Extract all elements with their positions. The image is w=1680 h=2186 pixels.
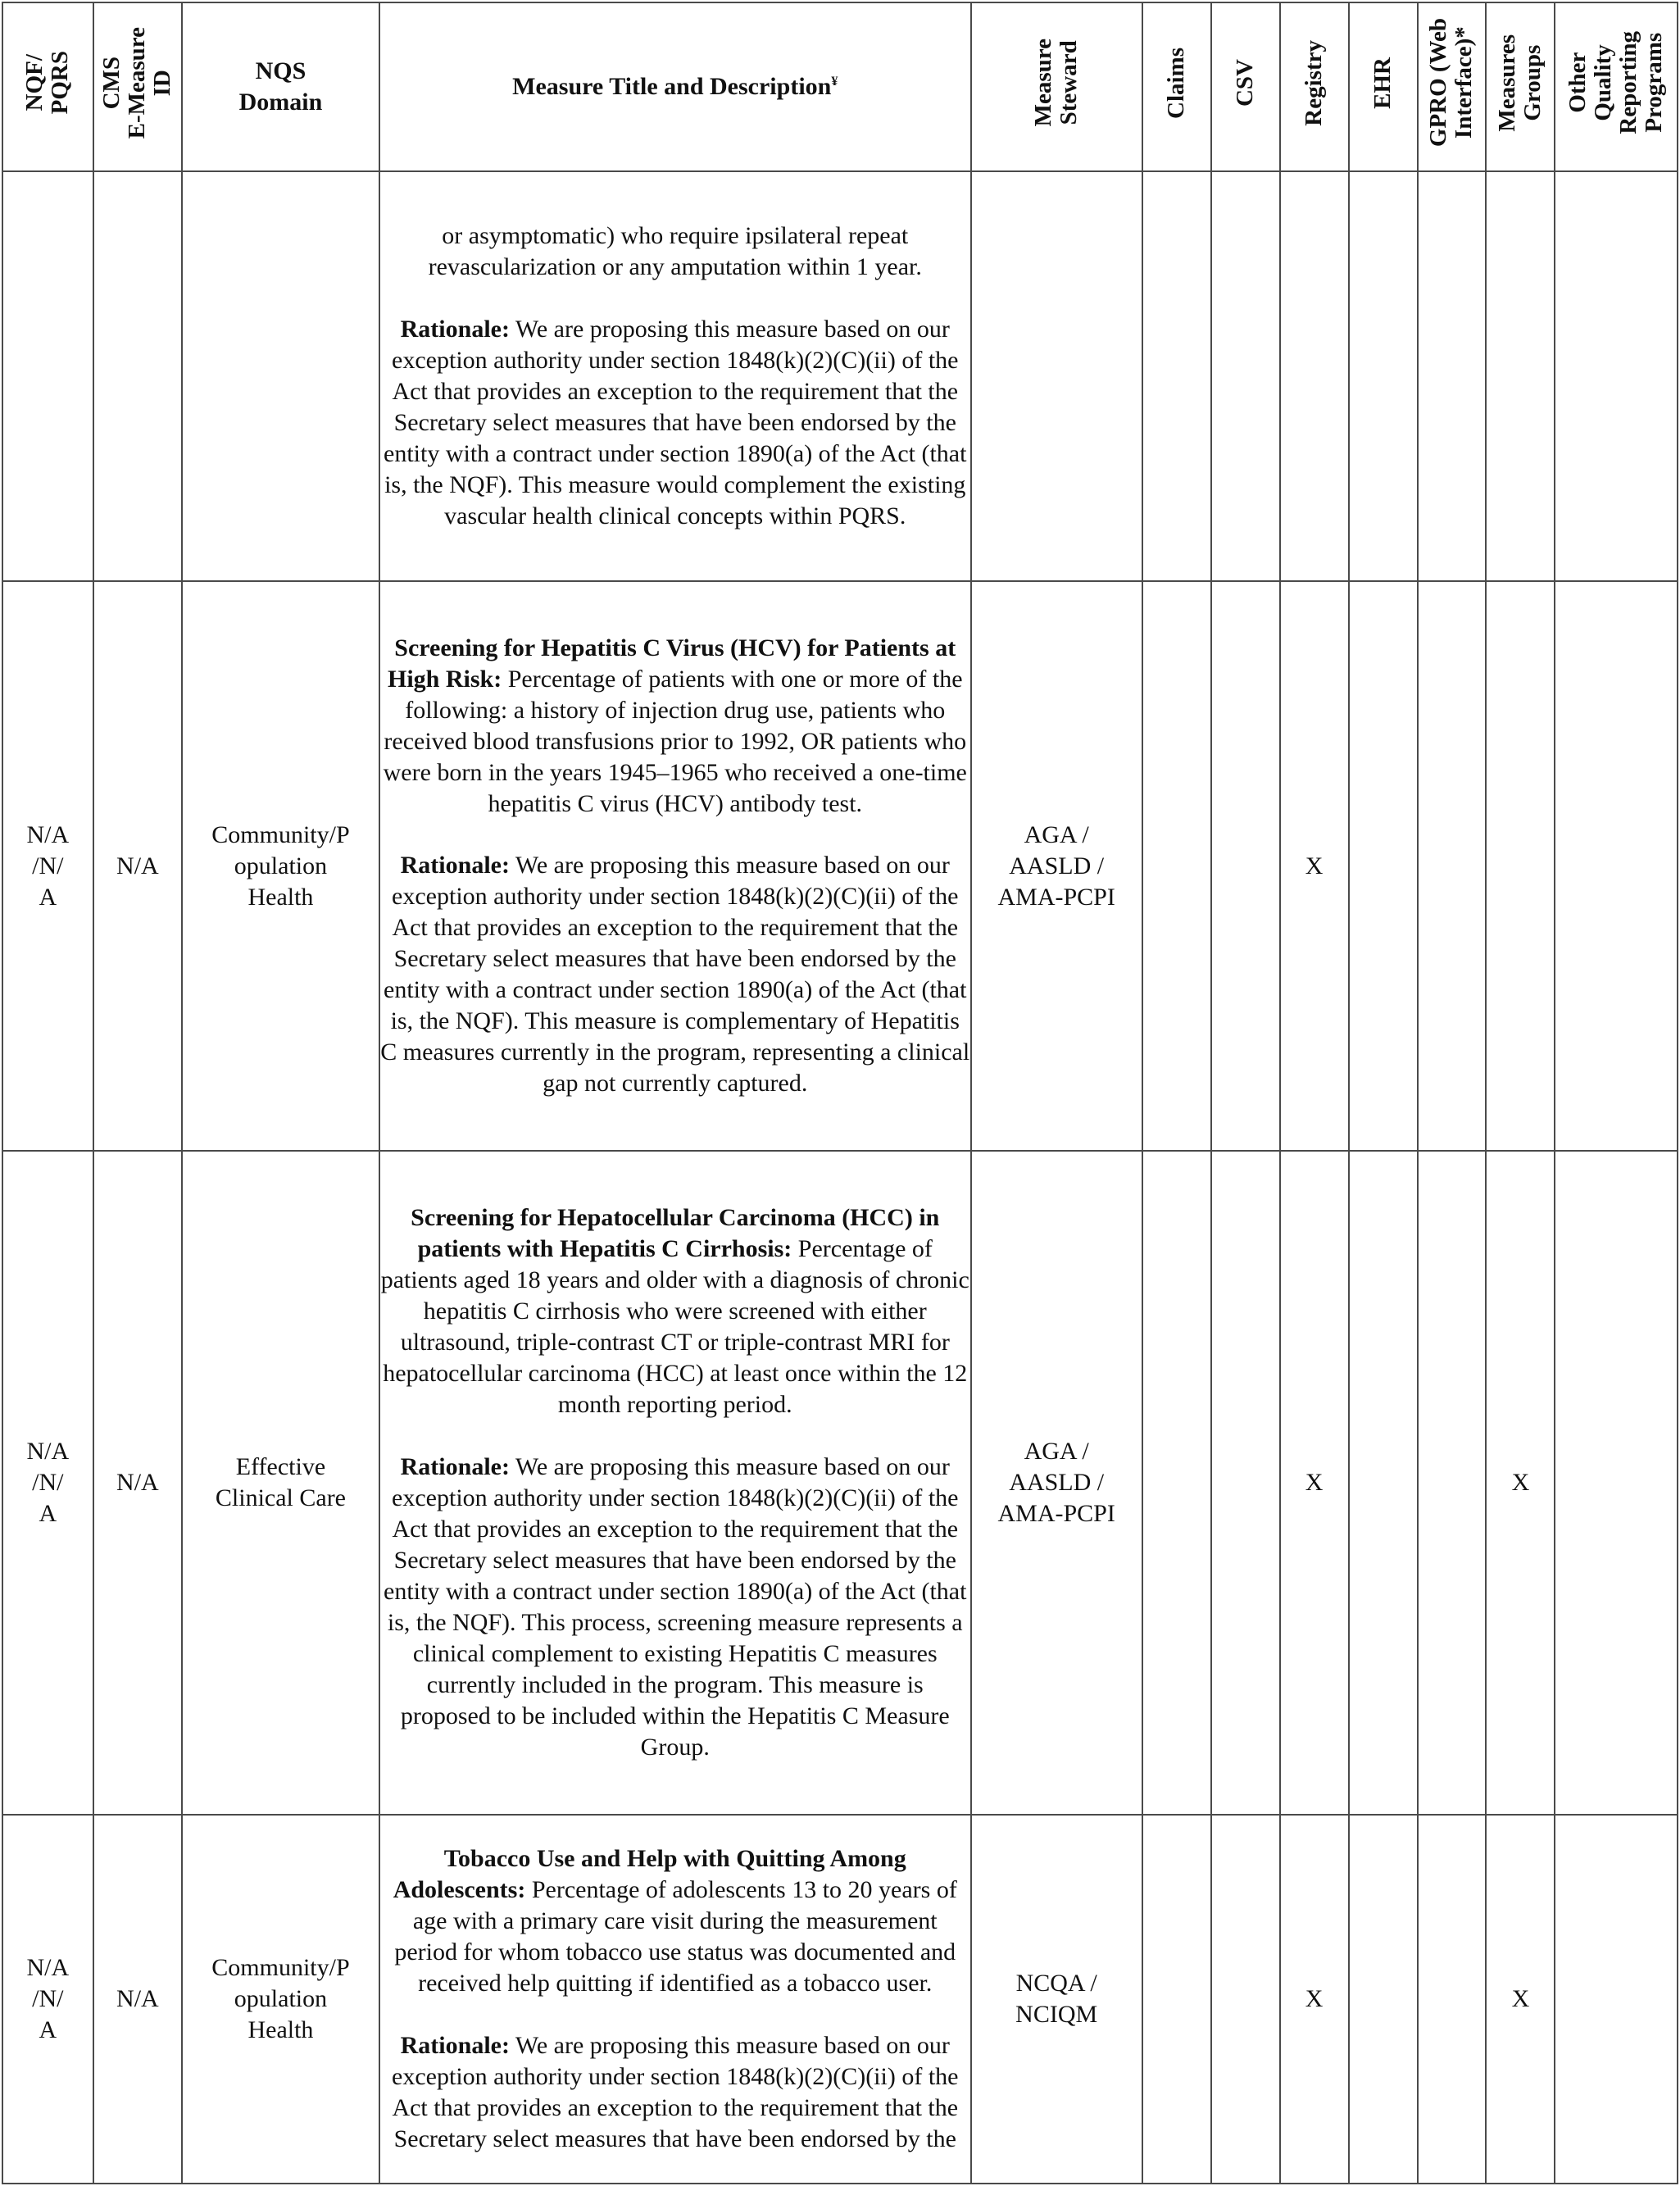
cell-ehr [1349,171,1418,581]
cell-nqf-pqrs: N/A /N/ A [2,1815,93,2184]
cell-ehr [1349,1151,1418,1815]
cell-measures-groups [1486,581,1555,1151]
cell-cms-id [93,171,183,581]
table-row [2,1815,1678,2184]
cell-other-programs [1555,171,1678,581]
cell-registry [1280,171,1349,581]
col-header-nqf-pqrs: NQF/ PQRS [2,2,93,171]
cell-other-programs [1555,581,1678,1151]
cell-registry: X [1280,581,1349,1151]
cell-description [379,1151,971,1815]
col-header-csv: CSV [1211,2,1280,171]
measure-rationale: Rationale: We are proposing this measure based on our exception authority under section 1848(k)(2)(C)(ii) of the Act that provides an exception to the requirement that the Secretary select measures that have been endorsed by the entity with a contract under section 1890(a) of the Act (that is, the NQF). This process, screening measure represents a clinical complement to existing Hepatitis C measures currently included in the program. This measure is proposed to be included within the Hepatitis C Measure Group. [384,1452,967,1761]
measure-rationale: Rationale: We are proposing this measure based on our exception authority under section 1848(k)(2)(C)(ii) of the Act that provides an exception to the requirement that the Secretary select measures that have been endorsed by the [392,2031,959,2152]
measure-description: or asymptomatic) who require ipsilateral repeat revascularization or any amputation within 1 year. [428,222,922,281]
quality-measures-table [2,2,1678,2184]
measure-description: Screening for Hepatocellular Carcinoma (HCC) in patients with Hepatitis C Cirrhosis: Percentage of patients aged 18 years and older with a diagnosis of chronic hepatitis C cirrhosis who were screened with either ultrasound, triple-contrast CT or triple-contrast MRI for hepatocellular carcinoma (HCC) at least once within the 12 month reporting period. [380,1204,969,1419]
cell-claims [1142,581,1211,1151]
cell-steward: AGA / AASLD / AMA-PCPI [971,1151,1142,1815]
cell-gpro [1418,581,1487,1151]
cell-csv [1211,1151,1280,1815]
cell-cms-id: N/A [93,1151,183,1815]
cell-ehr [1349,581,1418,1151]
cell-claims [1142,1151,1211,1815]
col-header-gpro: GPRO (Web Interface)* [1418,2,1487,171]
cell-nqf-pqrs [2,171,93,581]
cell-nqf-pqrs: N/A /N/ A [2,581,93,1151]
cell-nqf-pqrs: N/A /N/ A [2,1151,93,1815]
cell-steward: NCQA / NCIQM [971,1815,1142,2184]
cell-other-programs [1555,1815,1678,2184]
cell-claims [1142,171,1211,581]
col-header-claims: Claims [1142,2,1211,171]
cell-registry: X [1280,1815,1349,2184]
cell-ehr [1349,1815,1418,2184]
cell-description [379,581,971,1151]
cell-domain: Community/P opulation Health [182,1815,379,2184]
cell-csv [1211,171,1280,581]
cell-gpro [1418,1815,1487,2184]
table-row [2,171,1678,581]
table-row [2,581,1678,1151]
col-header-nqs-domain: NQS Domain [182,2,379,171]
cell-gpro [1418,171,1487,581]
cell-measures-groups: X [1486,1151,1555,1815]
cell-domain: Effective Clinical Care [182,1151,379,1815]
cell-gpro [1418,1151,1487,1815]
col-header-measures-groups: Measures Groups [1486,2,1555,171]
measure-rationale: Rationale: We are proposing this measure based on our exception authority under section 1848(k)(2)(C)(ii) of the Act that provides an exception to the requirement that the Secretary select measures that have been endorsed by the entity with a contract under section 1890(a) of the Act (that is, the NQF). This measure would complement the existing vascular health clinical concepts within PQRS. [384,315,967,529]
table-row [2,1151,1678,1815]
col-header-registry: Registry [1280,2,1349,171]
cell-steward [971,171,1142,581]
measure-description: Tobacco Use and Help with Quitting Among Adolescents: Percentage of adolescents 13 to 20 years of age with a primary care visit during the measurement period for whom tobacco use status was documented and received help quitting if identified as a tobacco user. [393,1845,957,1997]
col-header-ehr: EHR [1349,2,1418,171]
cell-claims [1142,1815,1211,2184]
cell-csv [1211,1815,1280,2184]
cell-registry: X [1280,1151,1349,1815]
cell-measures-groups: X [1486,1815,1555,2184]
cell-domain [182,171,379,581]
cell-steward: AGA / AASLD / AMA-PCPI [971,581,1142,1151]
cell-cms-id: N/A [93,581,183,1151]
cell-description [379,171,971,581]
col-header-measure-title: Measure Title and Description¥ [379,2,971,171]
cell-domain: Community/P opulation Health [182,581,379,1151]
col-header-cms-emeasure-id: CMS E-Measure ID [93,2,183,171]
col-header-measure-steward: Measure Steward [971,2,1142,171]
cell-other-programs [1555,1151,1678,1815]
cell-description [379,1815,971,2184]
footnote-mark: ¥ [831,75,838,89]
table-header-row [2,2,1678,171]
cell-cms-id: N/A [93,1815,183,2184]
col-header-other-programs: Other Quality Reporting Programs [1555,2,1678,171]
measure-description: Screening for Hepatitis C Virus (HCV) for Patients at High Risk: Percentage of patients with one or more of the following: a history of injection drug use, patients who received blood transfusions prior to 1992, OR patients who were born in the years 1945–1965 who received a one-time hepatitis C virus (HCV) antibody test. [383,634,967,817]
measure-rationale: Rationale: We are proposing this measure based on our exception authority under section 1848(k)(2)(C)(ii) of the Act that provides an exception to the requirement that the Secretary select measures that have been endorsed by the entity with a contract under section 1890(a) of the Act (that is, the NQF). This measure is complementary of Hepatitis C measures currently in the program, representing a clinical gap not currently captured. [380,852,970,1098]
cell-csv [1211,581,1280,1151]
cell-measures-groups [1486,171,1555,581]
